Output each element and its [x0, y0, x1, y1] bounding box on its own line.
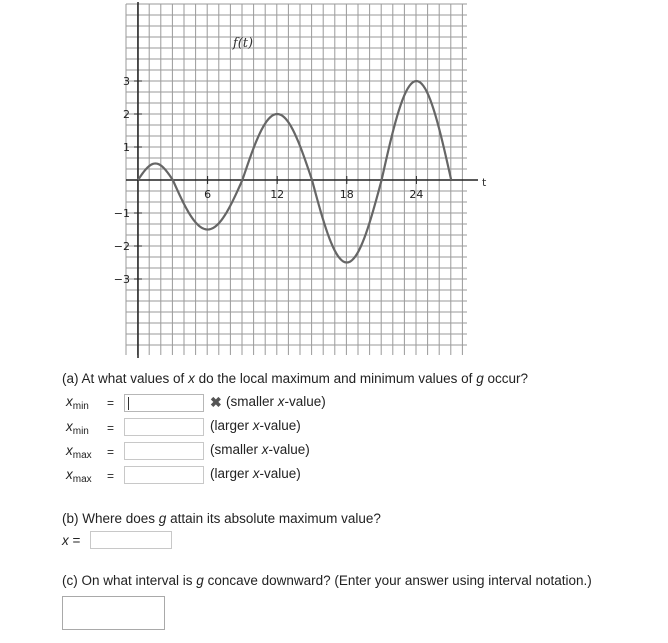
part-a-question: (a) At what values of x do the local maximum and minimum values of g occur?: [62, 371, 528, 386]
x-tick-label: 18: [339, 188, 354, 201]
x-label: x =: [62, 533, 81, 548]
incorrect-mark-icon: ✖: [210, 394, 222, 410]
y-tick-label: −1: [113, 207, 130, 220]
xmax-smaller-note: (smaller x-value): [210, 442, 310, 457]
x-tick-label: 24: [409, 188, 424, 201]
text-cursor: [128, 397, 129, 410]
y-tick-label: 3: [123, 75, 130, 88]
y-tick-label: −2: [113, 240, 130, 253]
part-b-question: (b) Where does g attain its absolute maximum value?: [62, 511, 381, 526]
equals-sign: =: [107, 421, 115, 435]
xmin-smaller-input[interactable]: [124, 394, 204, 412]
xmax-label-2: $x_{max}$: [66, 467, 92, 485]
y-tick-label: −3: [113, 273, 130, 286]
absolute-max-input[interactable]: [90, 531, 172, 549]
equals-sign: =: [107, 469, 115, 483]
xmin-larger-input[interactable]: [124, 418, 204, 436]
concave-down-interval-input[interactable]: [62, 596, 165, 630]
xmin-larger-note: (larger x-value): [210, 418, 301, 433]
y-tick-label: 2: [123, 108, 130, 121]
y-tick-label: 1: [123, 141, 130, 154]
xmax-larger-input[interactable]: [124, 466, 204, 484]
function-label: f(t): [232, 36, 254, 51]
part-c-question: (c) On what interval is g concave downward? (Enter your answer using interval notation.): [62, 573, 592, 588]
xmin-label-2: $x_{min}$: [66, 419, 89, 437]
equals-sign: =: [107, 396, 115, 410]
xmin-smaller-note: (smaller x-value): [226, 394, 326, 409]
x-tick-label: 6: [204, 188, 212, 201]
xmax-label-1: $x_{max}$: [66, 443, 92, 461]
t-axis-label: t: [482, 176, 487, 189]
equals-sign: =: [107, 445, 115, 459]
xmax-larger-note: (larger x-value): [210, 466, 301, 481]
graph-axes: [126, 2, 478, 358]
xmax-smaller-input[interactable]: [124, 442, 204, 460]
x-tick-label: 12: [270, 188, 285, 201]
xmin-label-1: $x_{min}$: [66, 394, 89, 412]
